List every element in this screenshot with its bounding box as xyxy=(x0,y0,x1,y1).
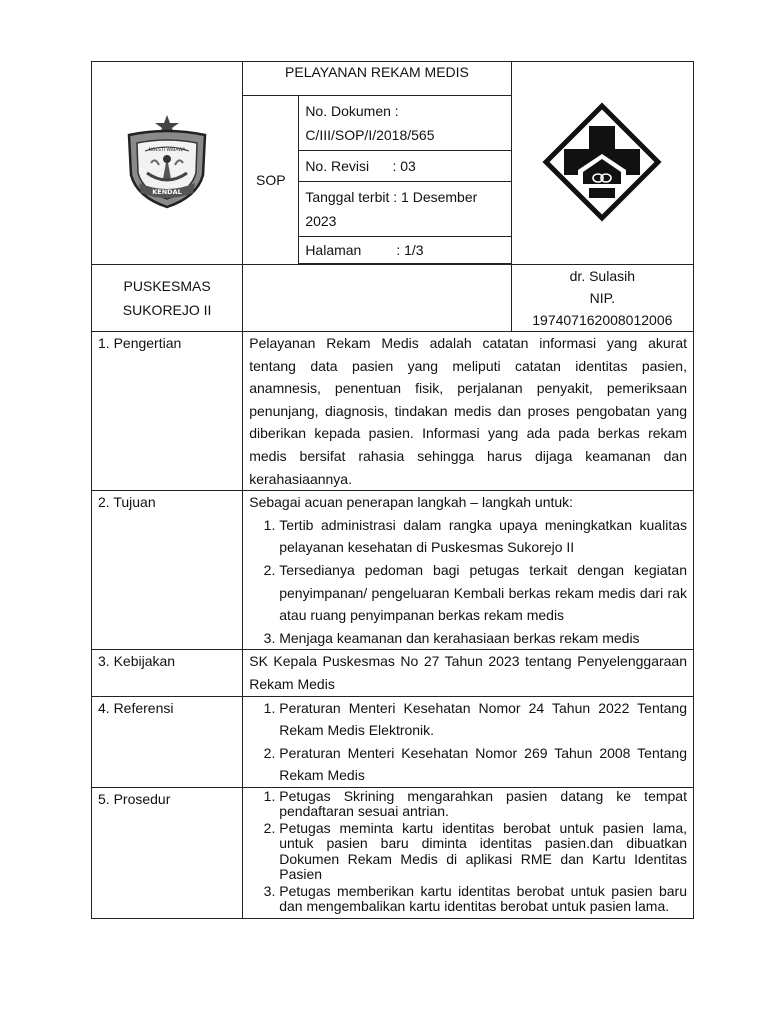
list-item: 1. Tertib administrasi dalam rangka upaya meningkatkan kualitas pelayanan kesehatan di Puskesmas Sukorejo II xyxy=(279,514,687,559)
svg-text:NGESTI WIBAWA: NGESTI WIBAWA xyxy=(148,147,186,153)
prosedur-list xyxy=(249,788,687,915)
organization-line2: SUKOREJO II xyxy=(122,302,212,318)
puskesmas-logo-icon xyxy=(542,102,662,222)
issue-date xyxy=(299,182,511,237)
list-item: 2. Peraturan Menteri Kesehatan Nomor 269 Tahun 2008 Tentang Rekam Medis xyxy=(279,742,687,787)
health-logo-cell xyxy=(511,62,693,265)
section-label-prosedur: 5. Prosedur xyxy=(92,787,243,918)
kendal-emblem-icon xyxy=(117,113,217,211)
svg-text:KENDAL: KENDAL xyxy=(152,187,182,196)
section-prosedur xyxy=(243,787,694,918)
sop-label: SOP xyxy=(243,96,299,265)
blank-cell xyxy=(243,265,511,332)
section-tujuan xyxy=(243,491,694,650)
list-item: 1. Petugas Skrining mengarahkan pasien datang ke tempat pendaftaran sesuai antrian. xyxy=(279,788,687,820)
section-label-pengertian: 1. Pengertian xyxy=(92,332,243,491)
kebijakan-text: SK Kepala Puskesmas No 27 Tahun 2023 tentang Penyelenggaraan Rekam Medis xyxy=(249,653,687,692)
section-kebijakan xyxy=(243,650,694,696)
signatory xyxy=(511,265,693,332)
section-referensi xyxy=(243,696,694,787)
list-item: 1. Peraturan Menteri Kesehatan Nomor 24 Tahun 2022 Tentang Rekam Medis Elektronik. xyxy=(279,697,687,742)
revision-number: No. Revisi : 03 xyxy=(299,151,511,182)
doc-number-label: No. Dokumen : xyxy=(305,103,399,119)
pengertian-text: Pelayanan Rekam Medis adalah catatan informasi yang akurat tentang data pasien yang meliputi catatan identitas pasien, anamnesis, penentuan fisik, perjalanan penyakit, pemeriksaan penunjang, diagnosis, tindakan medis dan proses pengobatan yang diberikan kepada pasien. Informasi yang ada pada berkas rekam medis bersifat rahasia sehingga harus dijaga keamanan dan kerahasiaannya. xyxy=(249,335,687,487)
issue-date-label: Tanggal terbit : 1 Desember xyxy=(305,189,478,205)
organization-name xyxy=(92,265,243,332)
tujuan-intro: Sebagai acuan penerapan langkah – langkah untuk: xyxy=(249,494,574,511)
section-label-tujuan: 2. Tujuan xyxy=(92,491,243,650)
kendal-logo-cell xyxy=(92,62,243,265)
page-number: Halaman : 1/3 xyxy=(299,237,511,264)
section-label-referensi: 4. Referensi xyxy=(92,696,243,787)
list-item: 2. Tersedianya pedoman bagi petugas terkait dengan kegiatan penyimpanan/ pengeluaran Kembali berkas rekam medis dari rak atau ruang penyimpanan berkas rekam medis xyxy=(279,559,687,627)
doc-number xyxy=(299,96,511,151)
signatory-nip-label: NIP. xyxy=(589,290,616,306)
list-item: 3. Menjaga keamanan dan kerahasiaan berkas rekam medis xyxy=(279,627,687,650)
sop-document xyxy=(91,61,694,919)
list-item: 3. Petugas memberikan kartu identitas berobat untuk pasien baru dan mengembalikan kartu identitas berobat untuk pasien lama. xyxy=(279,883,687,915)
organization-line1: PUSKESMAS xyxy=(123,278,211,294)
section-pengertian xyxy=(243,332,694,491)
referensi-list xyxy=(249,697,687,787)
section-label-kebijakan: 3. Kebijakan xyxy=(92,650,243,696)
tujuan-list xyxy=(249,514,687,650)
doc-number-value: C/III/SOP/I/2018/565 xyxy=(305,127,435,143)
sop-title: PELAYANAN REKAM MEDIS xyxy=(243,62,511,96)
signatory-nip-value: 197407162008012006 xyxy=(532,312,673,328)
signatory-name: dr. Sulasih xyxy=(569,268,636,284)
issue-date-year: 2023 xyxy=(305,213,337,229)
sop-table xyxy=(91,61,694,919)
list-item: 2. Petugas meminta kartu identitas berobat untuk pasien lama, untuk pasien baru diminta identitas pasien.dan dibuatkan Dokumen Rekam Medis di aplikasi RME dan Kartu Identitas Pasien xyxy=(279,820,687,883)
